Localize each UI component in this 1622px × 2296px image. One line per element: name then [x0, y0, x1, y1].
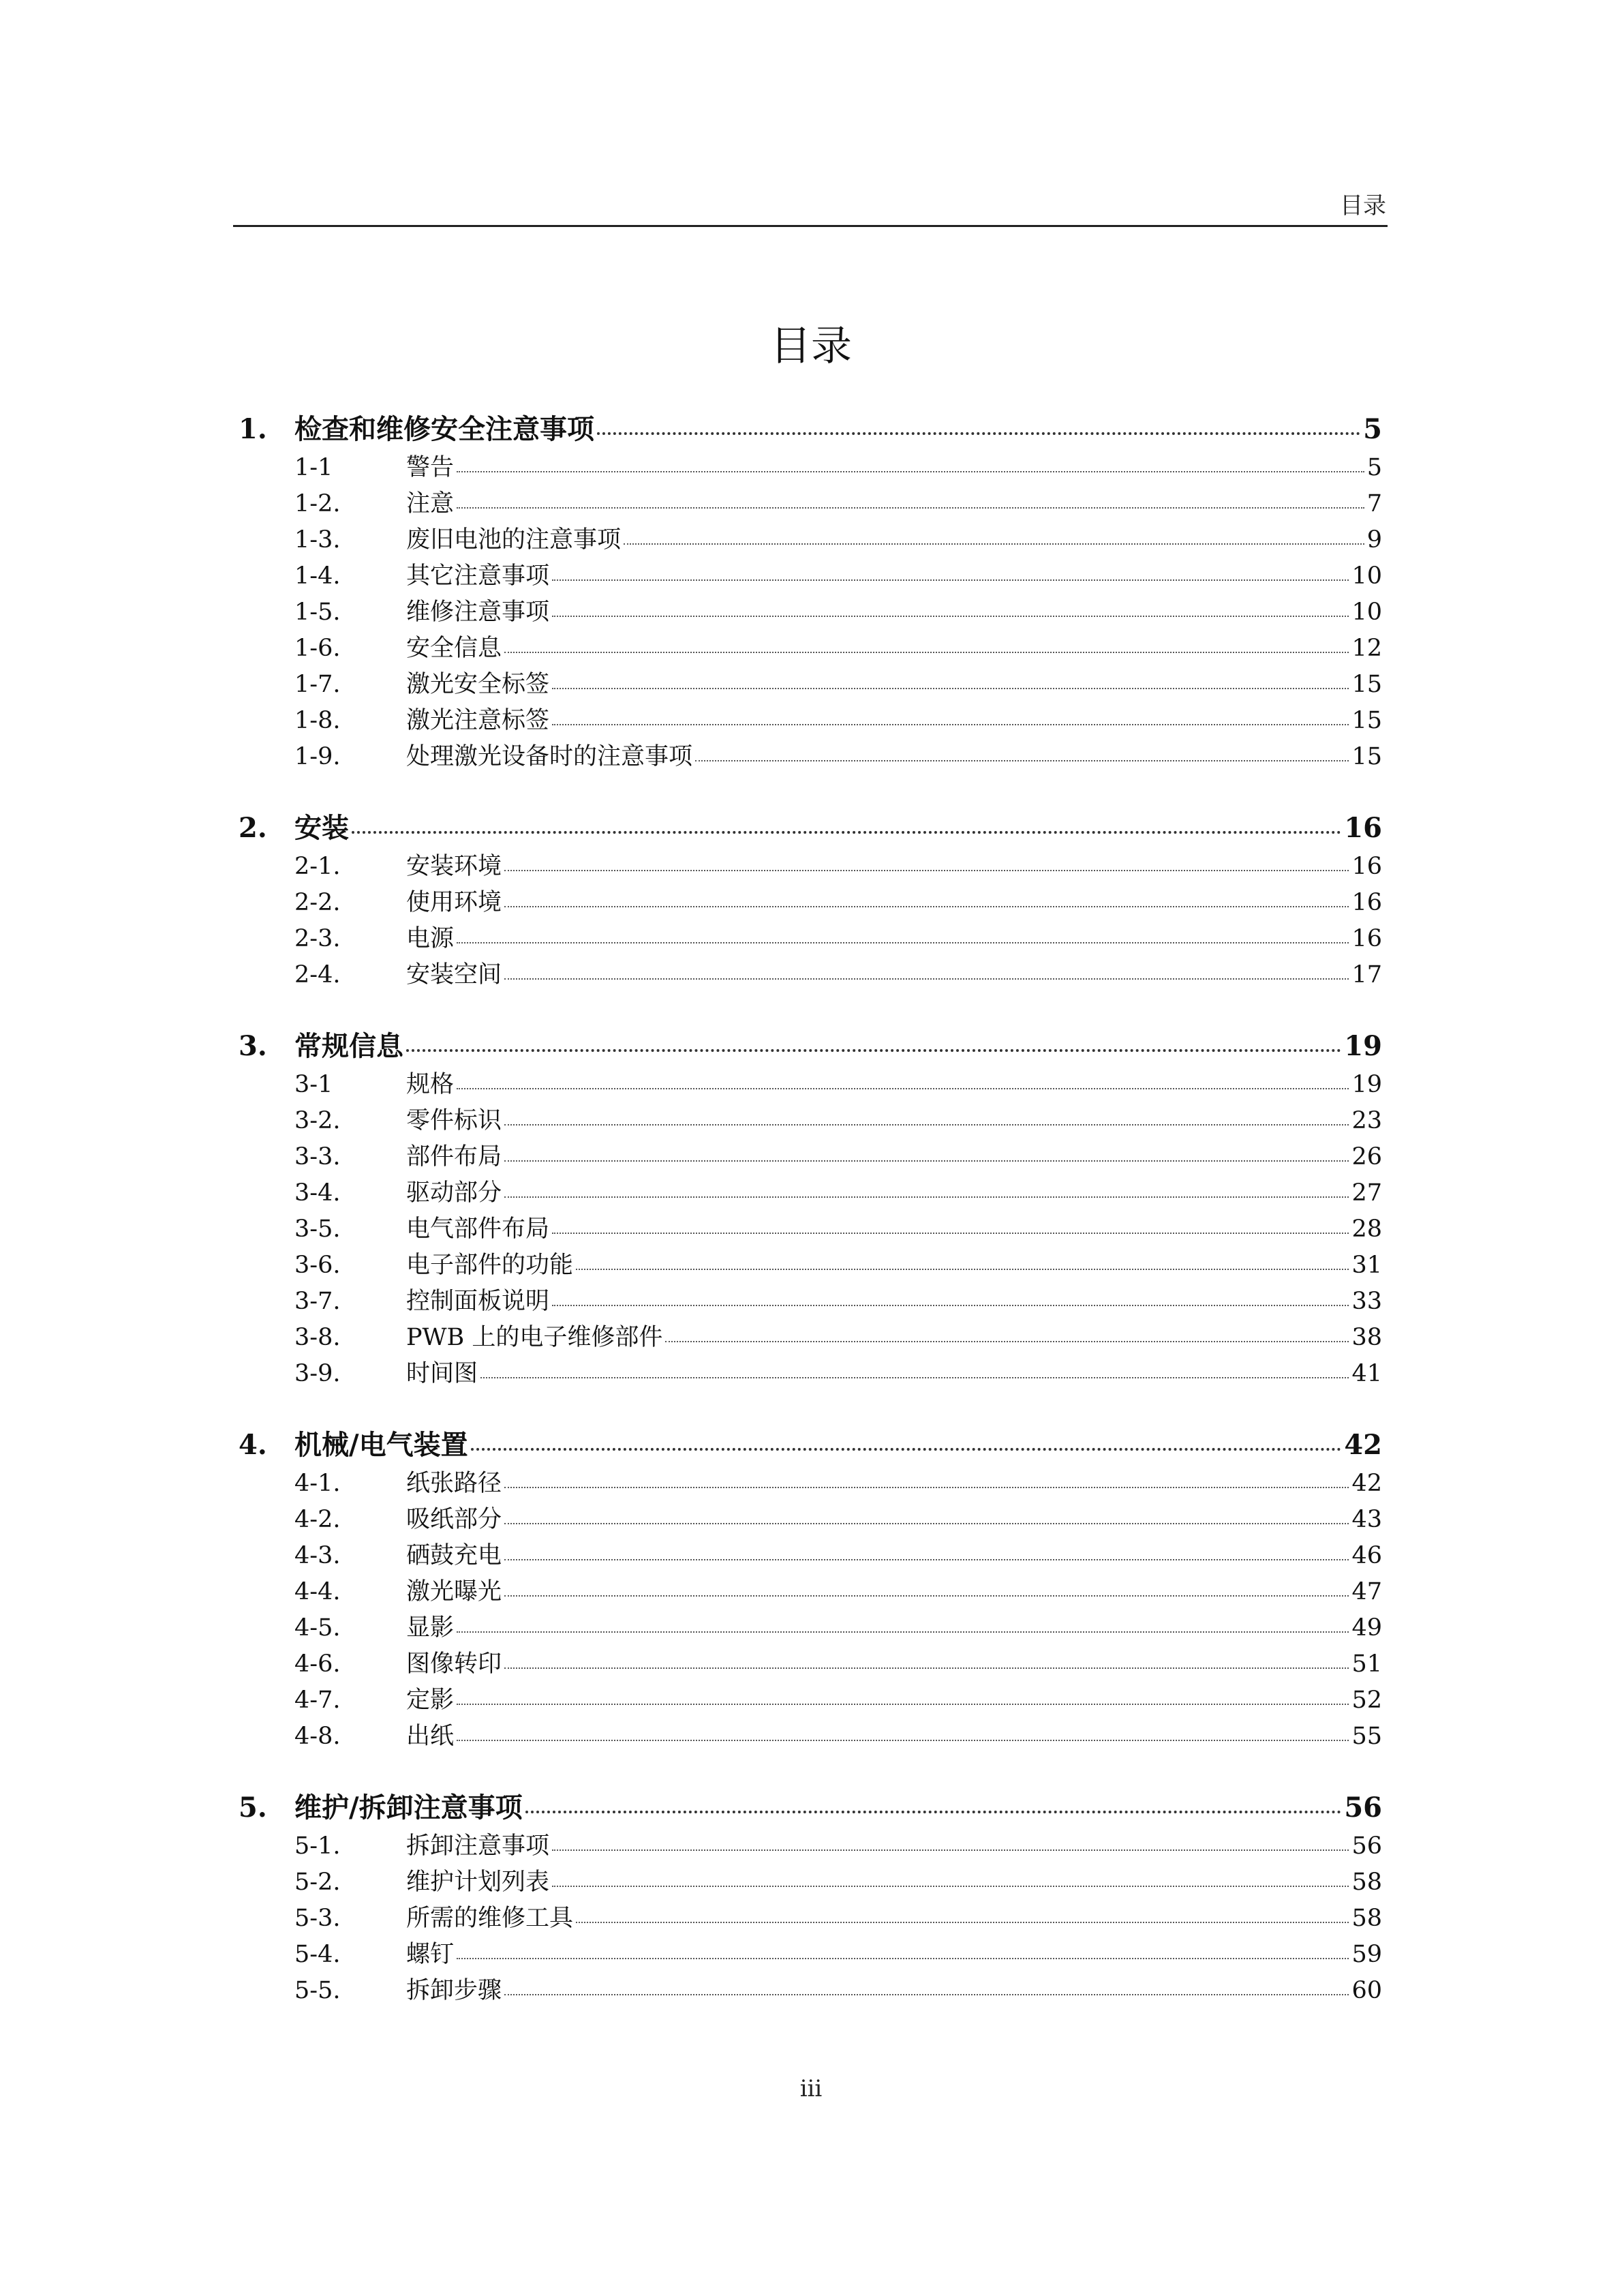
toc-section-entry[interactable]	[239, 847, 1382, 883]
toc-section-page: 31	[1351, 1252, 1382, 1279]
toc-leader-dots	[525, 1789, 1342, 1817]
toc-section-page: 27	[1351, 1179, 1382, 1207]
toc-section-title: 出纸	[406, 1723, 455, 1750]
toc-section-title: 电源	[406, 925, 455, 952]
toc-section-page: 17	[1351, 961, 1382, 988]
toc-section-entry[interactable]	[239, 1935, 1382, 1972]
toc-section-entry[interactable]	[239, 1210, 1382, 1246]
toc-section-entry[interactable]	[239, 1537, 1382, 1573]
toc-section-page: 60	[1351, 1977, 1382, 2004]
toc-section-entry[interactable]	[239, 1500, 1382, 1537]
toc-section-page: 9	[1366, 526, 1382, 554]
toc-section-number: 1-8.	[294, 707, 341, 734]
toc-section-page: 58	[1351, 1869, 1382, 1896]
toc-section	[239, 1786, 1382, 2008]
toc-leader-dots	[504, 1648, 1349, 1672]
toc-section-title: 其它注意事项	[406, 562, 550, 590]
toc-section-number: 4-7.	[294, 1687, 341, 1714]
toc-section-page: 15	[1351, 671, 1382, 698]
toc-section-title: 废旧电池的注意事项	[406, 526, 622, 554]
toc-leader-dots	[406, 1028, 1341, 1055]
toc-leader-dots	[552, 1213, 1349, 1237]
toc-section-number: 1-7.	[294, 671, 341, 698]
toc-chapter-page: 56	[1344, 1792, 1382, 1824]
toc-section-title: 螺钉	[406, 1941, 455, 1968]
toc-section-page: 46	[1351, 1542, 1382, 1569]
toc-section-title: 激光安全标签	[406, 671, 550, 698]
toc-section	[239, 408, 1382, 774]
toc-leader-dots	[695, 740, 1349, 764]
toc-section-entry[interactable]	[239, 1827, 1382, 1863]
toc-section-title: 注意	[406, 490, 455, 517]
toc-leader-dots	[576, 1249, 1349, 1273]
toc-section-entry[interactable]	[239, 1464, 1382, 1500]
toc-section-title: 零件标识	[406, 1107, 502, 1134]
toc-section-entry[interactable]	[239, 701, 1382, 738]
toc-chapter-entry[interactable]	[239, 1786, 1382, 1827]
toc-section-entry[interactable]	[239, 629, 1382, 665]
toc-section-entry[interactable]	[239, 1174, 1382, 1210]
toc-section-title: 吸纸部分	[406, 1506, 502, 1533]
toc-section-entry[interactable]	[239, 1282, 1382, 1318]
toc-section-title: 电子部件的功能	[406, 1252, 574, 1279]
toc-chapter-title: 安装	[294, 812, 349, 844]
toc-section-page: 15	[1351, 707, 1382, 734]
toc-section-title: 规格	[406, 1071, 455, 1098]
toc-section-entry[interactable]	[239, 1573, 1382, 1609]
toc-section-page: 51	[1351, 1650, 1382, 1678]
toc-leader-dots	[552, 560, 1349, 584]
toc-chapter-number: 3.	[239, 1030, 267, 1062]
toc-section-page: 43	[1351, 1506, 1382, 1533]
toc-section-page: 59	[1351, 1941, 1382, 1968]
toc-section-entry[interactable]	[239, 1645, 1382, 1681]
toc-chapter-number: 2.	[239, 812, 267, 844]
toc-section-number: 5-1.	[294, 1832, 341, 1860]
toc-section-number: 2-4.	[294, 961, 341, 988]
toc-leader-dots	[471, 1427, 1342, 1454]
toc-leader-dots	[457, 1684, 1349, 1708]
toc-section-entry[interactable]	[239, 521, 1382, 557]
toc-section-entry[interactable]	[239, 557, 1382, 593]
toc-section-entry[interactable]	[239, 1972, 1382, 2008]
toc-section-number: 1-5.	[294, 599, 341, 626]
toc-section-entry[interactable]	[239, 449, 1382, 485]
toc-section-title: 维修注意事项	[406, 599, 550, 626]
toc-section-title: 警告	[406, 454, 455, 481]
toc-chapter-page: 19	[1344, 1030, 1382, 1062]
toc-leader-dots	[576, 1902, 1349, 1926]
toc-section	[239, 806, 1382, 992]
toc-section-entry[interactable]	[239, 1066, 1382, 1102]
toc-leader-dots	[457, 487, 1364, 511]
toc-section-page: 41	[1351, 1360, 1382, 1387]
toc-section-title: PWB 上的电子维修部件	[406, 1324, 663, 1351]
toc-section-entry[interactable]	[239, 1863, 1382, 1899]
toc-section-number: 5-2.	[294, 1869, 341, 1896]
toc-chapter-number: 4.	[239, 1429, 267, 1461]
toc-leader-dots	[504, 1141, 1349, 1164]
toc-leader-dots	[504, 1104, 1349, 1128]
toc-section-number: 2-2.	[294, 889, 341, 916]
toc-section-entry[interactable]	[239, 665, 1382, 701]
toc-chapter-page: 16	[1344, 812, 1382, 844]
toc-section-title: 安全信息	[406, 635, 502, 662]
toc-section-number: 4-4.	[294, 1578, 341, 1605]
toc-chapter-entry[interactable]	[239, 806, 1382, 847]
toc-leader-dots	[504, 958, 1349, 982]
toc-section-title: 部件布局	[406, 1143, 502, 1170]
toc-section-entry[interactable]	[239, 1138, 1382, 1174]
toc-section-title: 处理激光设备时的注意事项	[406, 743, 693, 770]
toc-chapter-title: 检查和维修安全注意事项	[294, 413, 594, 445]
toc-section-title: 定影	[406, 1687, 455, 1714]
toc-section-entry[interactable]	[239, 1899, 1382, 1935]
toc-section-entry[interactable]	[239, 956, 1382, 992]
toc-section-title: 时间图	[406, 1360, 478, 1387]
toc-section-title: 图像转印	[406, 1650, 502, 1678]
toc-section-title: 拆卸注意事项	[406, 1832, 550, 1860]
toc-section-title: 使用环境	[406, 889, 502, 916]
toc-chapter-entry[interactable]	[239, 1025, 1382, 1066]
toc-leader-dots	[552, 1830, 1349, 1854]
toc-leader-dots	[504, 850, 1349, 874]
toc-section-number: 1-2.	[294, 490, 341, 517]
toc-leader-dots	[352, 810, 1341, 837]
toc-section-number: 3-5.	[294, 1215, 341, 1243]
toc-section-title: 硒鼓充电	[406, 1542, 502, 1569]
toc-section-number: 4-3.	[294, 1542, 341, 1569]
toc-leader-dots	[624, 524, 1364, 547]
toc-chapter-page: 5	[1363, 413, 1382, 445]
toc-section-page: 10	[1351, 562, 1382, 590]
toc-section-number: 1-6.	[294, 635, 341, 662]
toc-section-number: 5-3.	[294, 1905, 341, 1932]
toc-section-page: 38	[1351, 1324, 1382, 1351]
toc-section-number: 3-6.	[294, 1252, 341, 1279]
toc-section-entry[interactable]	[239, 1355, 1382, 1391]
toc-section-title: 控制面板说明	[406, 1288, 550, 1315]
toc-section-number: 3-2.	[294, 1107, 341, 1134]
toc-section-title: 电气部件布局	[406, 1215, 550, 1243]
toc-section-number: 1-3.	[294, 526, 341, 554]
toc-section-page: 16	[1351, 889, 1382, 916]
toc-section-number: 2-1.	[294, 853, 341, 880]
toc-section-number: 5-4.	[294, 1941, 341, 1968]
toc-section-entry[interactable]	[239, 1246, 1382, 1282]
toc-section-page: 15	[1351, 743, 1382, 770]
toc-leader-dots	[552, 704, 1349, 728]
toc-leader-dots	[457, 1720, 1349, 1744]
toc-section-entry[interactable]	[239, 485, 1382, 521]
page-number: iii	[799, 2075, 823, 2102]
toc-section-number: 1-9.	[294, 743, 341, 770]
toc-chapter-title: 维护/拆卸注意事项	[294, 1792, 523, 1824]
toc-section-title: 驱动部分	[406, 1179, 502, 1207]
toc-section-page: 58	[1351, 1905, 1382, 1932]
toc-leader-dots	[552, 1866, 1349, 1890]
toc-leader-dots	[504, 1503, 1349, 1527]
toc-section-page: 16	[1351, 925, 1382, 952]
toc-section-page: 23	[1351, 1107, 1382, 1134]
table-of-contents	[239, 408, 1382, 2040]
toc-section-number: 4-8.	[294, 1723, 341, 1750]
toc-section-entry[interactable]	[239, 738, 1382, 774]
toc-section-page: 10	[1351, 599, 1382, 626]
toc-section-number: 3-1	[294, 1071, 333, 1098]
toc-section-number: 2-3.	[294, 925, 341, 952]
toc-leader-dots	[457, 1938, 1349, 1962]
toc-section-number: 4-1.	[294, 1470, 341, 1497]
toc-section-number: 3-3.	[294, 1143, 341, 1170]
toc-section-entry[interactable]	[239, 1609, 1382, 1645]
toc-section-title: 安装环境	[406, 853, 502, 880]
toc-leader-dots	[597, 411, 1360, 438]
toc-chapter-number: 1.	[239, 413, 267, 445]
toc-leader-dots	[504, 886, 1349, 910]
toc-section-page: 5	[1366, 454, 1382, 481]
toc-section-page: 49	[1351, 1614, 1382, 1642]
toc-section-title: 所需的维修工具	[406, 1905, 574, 1932]
toc-leader-dots	[457, 1068, 1349, 1092]
toc-section-entry[interactable]	[239, 1717, 1382, 1753]
toc-section-entry[interactable]	[239, 883, 1382, 920]
toc-section-title: 纸张路径	[406, 1470, 502, 1497]
toc-section-number: 3-7.	[294, 1288, 341, 1315]
toc-section-page: 33	[1351, 1288, 1382, 1315]
toc-section-entry[interactable]	[239, 1102, 1382, 1138]
toc-leader-dots	[504, 632, 1349, 656]
toc-section-title: 激光曝光	[406, 1578, 502, 1605]
toc-leader-dots	[504, 1467, 1349, 1491]
toc-leader-dots	[665, 1321, 1349, 1345]
toc-section-title: 安装空间	[406, 961, 502, 988]
toc-section-page: 7	[1366, 490, 1382, 517]
toc-section-entry[interactable]	[239, 593, 1382, 629]
toc-chapter-number: 5.	[239, 1792, 267, 1824]
toc-section-title: 显影	[406, 1614, 455, 1642]
toc-leader-dots	[480, 1357, 1349, 1381]
toc-section-page: 19	[1351, 1071, 1382, 1098]
toc-section-page: 55	[1351, 1723, 1382, 1750]
toc-leader-dots	[504, 1974, 1349, 1998]
toc-section-number: 1-4.	[294, 562, 341, 590]
toc-leader-dots	[504, 1177, 1349, 1200]
toc-section-page: 56	[1351, 1832, 1382, 1860]
toc-leader-dots	[552, 596, 1349, 620]
toc-section-title: 激光注意标签	[406, 707, 550, 734]
toc-chapter-entry[interactable]	[239, 408, 1382, 449]
toc-section-number: 4-5.	[294, 1614, 341, 1642]
toc-chapter-title: 常规信息	[294, 1030, 403, 1062]
page-title: 目录	[770, 322, 852, 370]
running-head: 目录	[1340, 192, 1386, 220]
toc-leader-dots	[552, 668, 1349, 692]
toc-section-page: 12	[1351, 635, 1382, 662]
toc-section-entry[interactable]	[239, 920, 1382, 956]
toc-section	[239, 1423, 1382, 1753]
toc-chapter-title: 机械/电气装置	[294, 1429, 468, 1461]
toc-leader-dots	[504, 1575, 1349, 1599]
toc-section-title: 拆卸步骤	[406, 1977, 502, 2004]
toc-section-page: 28	[1351, 1215, 1382, 1243]
toc-section-page: 42	[1351, 1470, 1382, 1497]
toc-chapter-entry[interactable]	[239, 1423, 1382, 1464]
toc-leader-dots	[457, 451, 1364, 475]
toc-leader-dots	[457, 1612, 1349, 1635]
toc-section-number: 3-4.	[294, 1179, 341, 1207]
toc-section-page: 26	[1351, 1143, 1382, 1170]
toc-section-page: 47	[1351, 1578, 1382, 1605]
toc-section-number: 5-5.	[294, 1977, 341, 2004]
toc-section-title: 维护计划列表	[406, 1869, 550, 1896]
toc-section-number: 3-9.	[294, 1360, 341, 1387]
toc-section-number: 3-8.	[294, 1324, 341, 1351]
toc-section	[239, 1025, 1382, 1391]
toc-section-number: 4-6.	[294, 1650, 341, 1678]
toc-chapter-page: 42	[1344, 1429, 1382, 1461]
toc-leader-dots	[552, 1285, 1349, 1309]
toc-section-number: 1-1	[294, 454, 333, 481]
toc-leader-dots	[504, 1539, 1349, 1563]
toc-leader-dots	[457, 922, 1349, 946]
toc-section-page: 16	[1351, 853, 1382, 880]
toc-section-entry[interactable]	[239, 1318, 1382, 1355]
header-rule	[233, 225, 1388, 227]
toc-section-entry[interactable]	[239, 1681, 1382, 1717]
toc-section-number: 4-2.	[294, 1506, 341, 1533]
toc-section-page: 52	[1351, 1687, 1382, 1714]
